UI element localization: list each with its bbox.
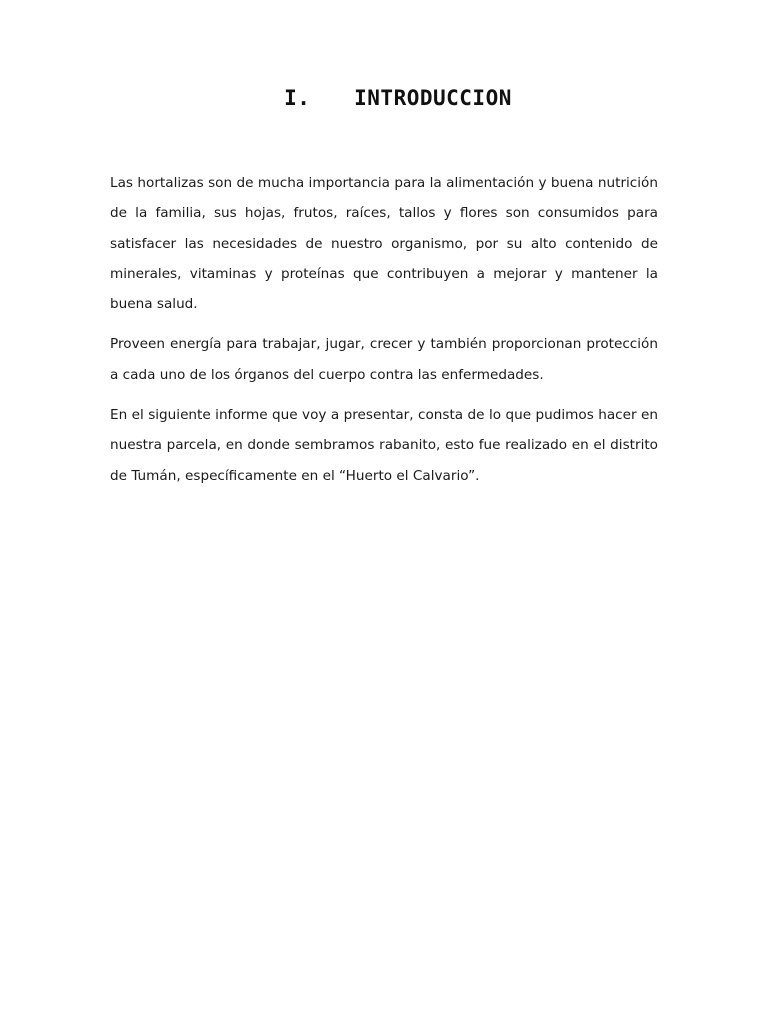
section-number: I. [284, 86, 311, 110]
paragraph-3: En el siguiente informe que voy a presentar, consta de lo que pudimos hacer en nuestra parcela, en donde sembramos rabanito, esto fue realizado en el distrito de Tumán, específicamente en el “Huerto el Calvario”. [110, 407, 658, 484]
document-body [110, 168, 658, 501]
paragraph-2: Proveen energía para trabajar, jugar, crecer y también proporcionan protección a cada uno de los órganos del cuerpo contra las enfermedades. [110, 336, 658, 383]
paragraph-1: Las hortalizas son de mucha importancia para la alimentación y buena nutrición de la familia, sus hojas, frutos, raíces, tallos y flores son consumidos para satisfacer las necesidades de nuestro organismo, por su alto contenido de minerales, vitaminas y proteínas que contribuyen a mejorar y mantener la buena salud. [110, 175, 658, 313]
section-title: INTRODUCCION [354, 86, 512, 110]
section-heading [0, 86, 768, 110]
